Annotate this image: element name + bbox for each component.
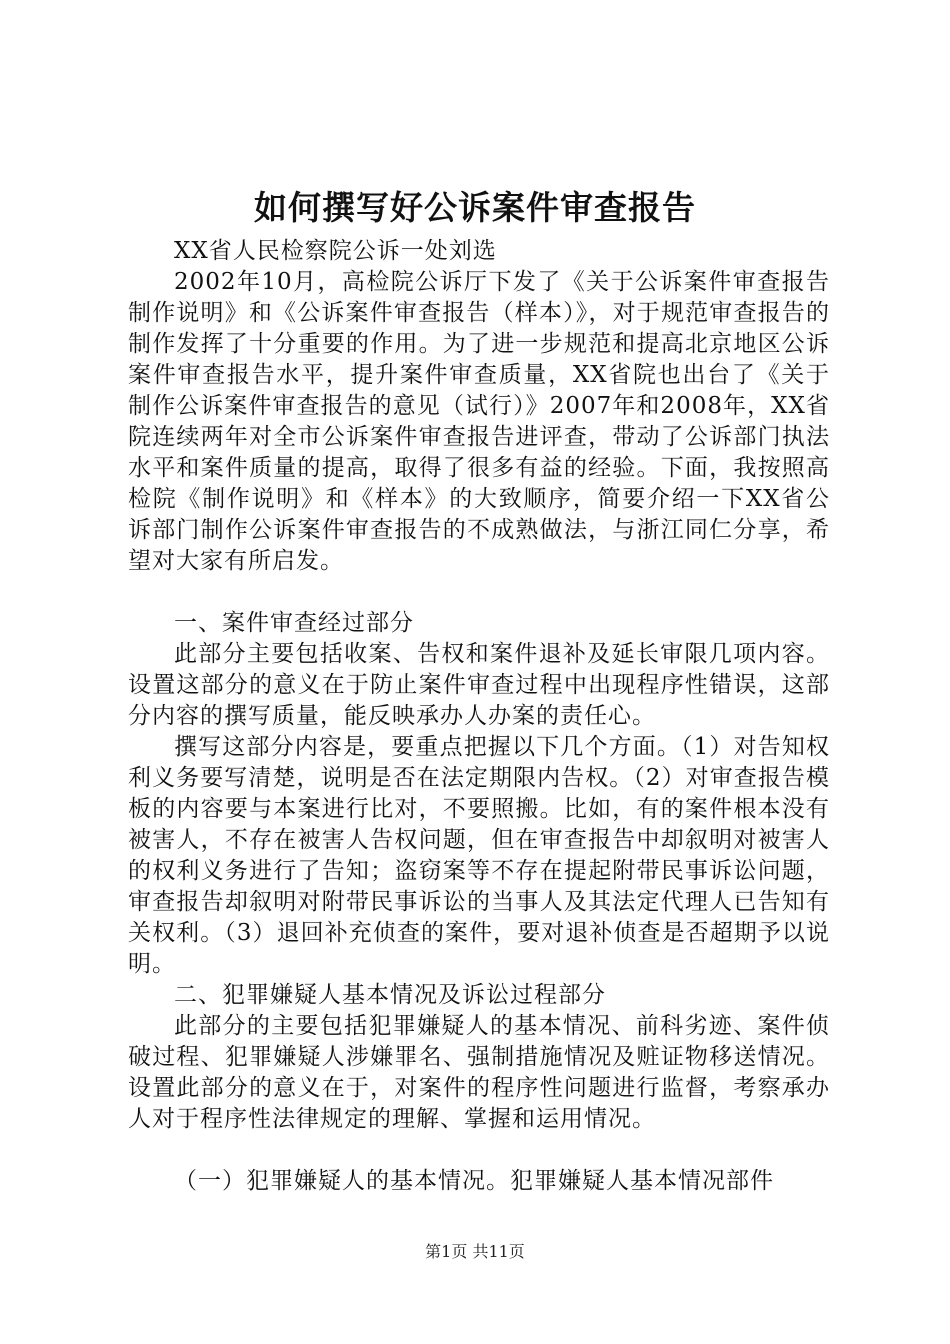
section-1-paragraph-1: 此部分主要包括收案、告权和案件退补及延长审限几项内容。设置这部分的意义在于防止案件审查过程中出现程序性错误，这部分内容的撰写质量，能反映承办人办案的责任心。 bbox=[128, 641, 830, 729]
section-heading-2: 二、犯罪嫌疑人基本情况及诉讼过程部分 bbox=[174, 982, 606, 1008]
page-number-footer: 第1页 共11页 bbox=[425, 1242, 525, 1261]
author-line: XX省人民检察院公诉一处刘选 bbox=[174, 238, 497, 264]
section-2-paragraph-2: （一）犯罪嫌疑人的基本情况。犯罪嫌疑人基本情况部件 bbox=[174, 1168, 774, 1194]
section-heading-1: 一、案件审查经过部分 bbox=[174, 610, 414, 636]
section-2-paragraph-1: 此部分的主要包括犯罪嫌疑人的基本情况、前科劣迹、案件侦破过程、犯罪嫌疑人涉嫌罪名、强制措施情况及赃证物移送情况。设置此部分的意义在于，对案件的程序性问题进行监督，考察承办人对于程序性法律规定的理解、掌握和运用情况。 bbox=[128, 1013, 830, 1132]
section-1-paragraph-2: 撰写这部分内容是，要重点把握以下几个方面。（1）对告知权利义务要写清楚，说明是否在法定期限内告权。（2）对审查报告模板的内容要与本案进行比对，不要照搬。比如，有的案件根本没有被害人，不存在被害人告权问题，但在审查报告中却叙明对被害人的权利义务进行了告知；盗窃案等不存在提起附带民事诉讼问题，审查报告却叙明对附带民事诉讼的当事人及其法定代理人已告知有关权利。（3）退回补充侦查的案件，要对退补侦查是否超期予以说明。 bbox=[128, 734, 830, 977]
document-title: 如何撰写好公诉案件审查报告 bbox=[254, 188, 696, 227]
document-body bbox=[128, 236, 830, 1197]
intro-paragraph: 2002年10月，高检院公诉厅下发了《关于公诉案件审查报告制作说明》和《公诉案件审查报告（样本）》，对于规范审查报告的制作发挥了十分重要的作用。为了进一步规范和提高北京地区公诉案件审查报告水平，提升案件审查质量，XX省院也出台了《关于制作公诉案件审查报告的意见（试行）》2007年和2008年，XX省院连续两年对全市公诉案件审查报告进评查，带动了公诉部门执法水平和案件质量的提高，取得了很多有益的经验。下面，我按照高检院《制作说明》和《样本》的大致顺序，简要介绍一下XX省公诉部门制作公诉案件审查报告的不成熟做法，与浙江同仁分享，希望对大家有所启发。 bbox=[128, 269, 830, 574]
